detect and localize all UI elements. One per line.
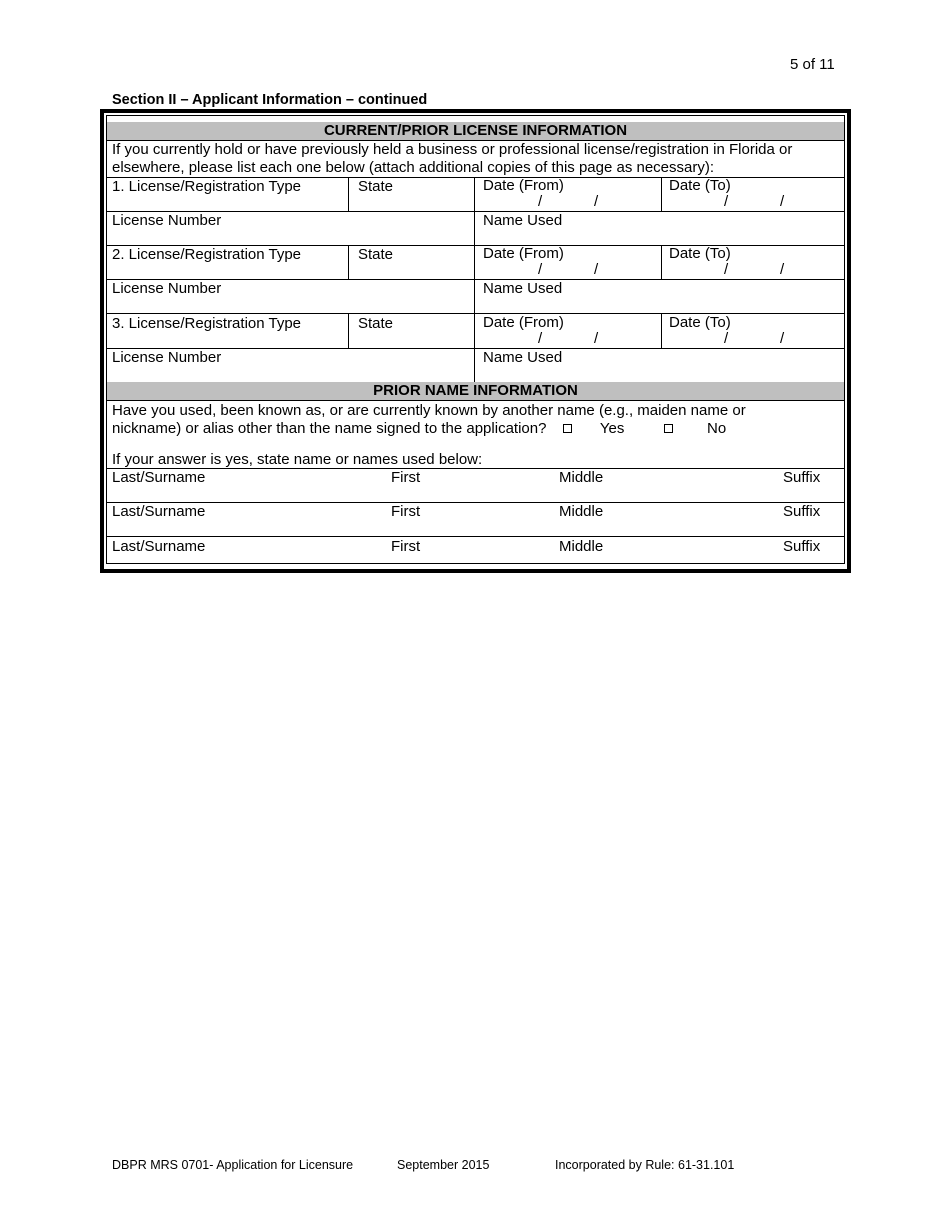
license-number-field[interactable]: License Number xyxy=(112,349,222,366)
prior-name-question-line2 xyxy=(112,420,726,438)
prior-name-question-line1: Have you used, been known as, or are currently known by another name (e.g., maiden name or xyxy=(112,402,746,419)
state-field[interactable]: State xyxy=(358,315,394,332)
name-used-field[interactable]: Name Used xyxy=(483,212,563,229)
form-frame xyxy=(100,109,851,573)
date-separator: / xyxy=(724,193,729,210)
date-separator: / xyxy=(538,330,543,347)
date-to-field[interactable]: Date (To) xyxy=(669,245,731,262)
middle-name-field[interactable]: Middle xyxy=(559,503,604,520)
yes-label: Yes xyxy=(599,420,625,437)
no-label: No xyxy=(707,420,727,437)
date-separator: / xyxy=(594,193,599,210)
license-info-header: CURRENT/PRIOR LICENSE INFORMATION xyxy=(107,122,844,141)
yes-checkbox[interactable] xyxy=(563,424,572,433)
divider xyxy=(661,245,662,279)
license-number-field[interactable]: License Number xyxy=(112,280,222,297)
prior-name-instruction: If your answer is yes, state name or names used below: xyxy=(112,451,483,468)
date-separator: / xyxy=(538,261,543,278)
date-separator: / xyxy=(780,330,785,347)
divider xyxy=(661,177,662,211)
license-type-field[interactable]: 3. License/Registration Type xyxy=(112,315,302,332)
prior-name-header: PRIOR NAME INFORMATION xyxy=(107,382,844,401)
page-number: 5 of 11 xyxy=(790,56,835,73)
date-from-field[interactable]: Date (From) xyxy=(483,314,564,331)
divider xyxy=(107,536,844,537)
footer-rule: Incorporated by Rule: 61-31.101 xyxy=(555,1158,735,1172)
divider xyxy=(474,177,475,384)
first-name-field[interactable]: First xyxy=(391,538,421,555)
date-from-field[interactable]: Date (From) xyxy=(483,245,564,262)
divider xyxy=(107,468,844,469)
license-type-field[interactable]: 1. License/Registration Type xyxy=(112,178,302,195)
suffix-field[interactable]: Suffix xyxy=(783,503,821,520)
no-checkbox[interactable] xyxy=(664,424,673,433)
last-name-field[interactable]: Last/Surname xyxy=(112,503,206,520)
state-field[interactable]: State xyxy=(358,246,394,263)
date-separator: / xyxy=(780,261,785,278)
suffix-field[interactable]: Suffix xyxy=(783,538,821,555)
date-separator: / xyxy=(724,261,729,278)
name-used-field[interactable]: Name Used xyxy=(483,349,563,366)
divider xyxy=(107,313,844,314)
footer-form-id: DBPR MRS 0701- Application for Licensure xyxy=(112,1158,354,1172)
license-intro-line2: elsewhere, please list each one below (attach additional copies of this page as necessary): xyxy=(112,159,715,176)
last-name-field[interactable]: Last/Surname xyxy=(112,469,206,486)
last-name-field[interactable]: Last/Surname xyxy=(112,538,206,555)
divider xyxy=(107,502,844,503)
divider xyxy=(348,245,349,279)
divider xyxy=(348,313,349,348)
date-separator: / xyxy=(594,330,599,347)
first-name-field[interactable]: First xyxy=(391,469,421,486)
license-number-field[interactable]: License Number xyxy=(112,212,222,229)
section-title: Section II – Applicant Information – continued xyxy=(112,92,428,108)
form-table xyxy=(106,115,845,564)
question-text: nickname) or alias other than the name signed to the application? xyxy=(112,420,547,437)
date-to-field[interactable]: Date (To) xyxy=(669,177,731,194)
first-name-field[interactable]: First xyxy=(391,503,421,520)
middle-name-field[interactable]: Middle xyxy=(559,469,604,486)
state-field[interactable]: State xyxy=(358,178,394,195)
divider xyxy=(661,313,662,348)
license-intro-line1: If you currently hold or have previously held a business or professional license/registration in Florida or xyxy=(112,141,793,158)
divider xyxy=(348,177,349,211)
date-from-field[interactable]: Date (From) xyxy=(483,177,564,194)
footer-date: September 2015 xyxy=(397,1158,490,1172)
date-separator: / xyxy=(724,330,729,347)
date-separator: / xyxy=(780,193,785,210)
date-separator: / xyxy=(594,261,599,278)
date-to-field[interactable]: Date (To) xyxy=(669,314,731,331)
middle-name-field[interactable]: Middle xyxy=(559,538,604,555)
license-type-field[interactable]: 2. License/Registration Type xyxy=(112,246,302,263)
suffix-field[interactable]: Suffix xyxy=(783,469,821,486)
name-used-field[interactable]: Name Used xyxy=(483,280,563,297)
date-separator: / xyxy=(538,193,543,210)
